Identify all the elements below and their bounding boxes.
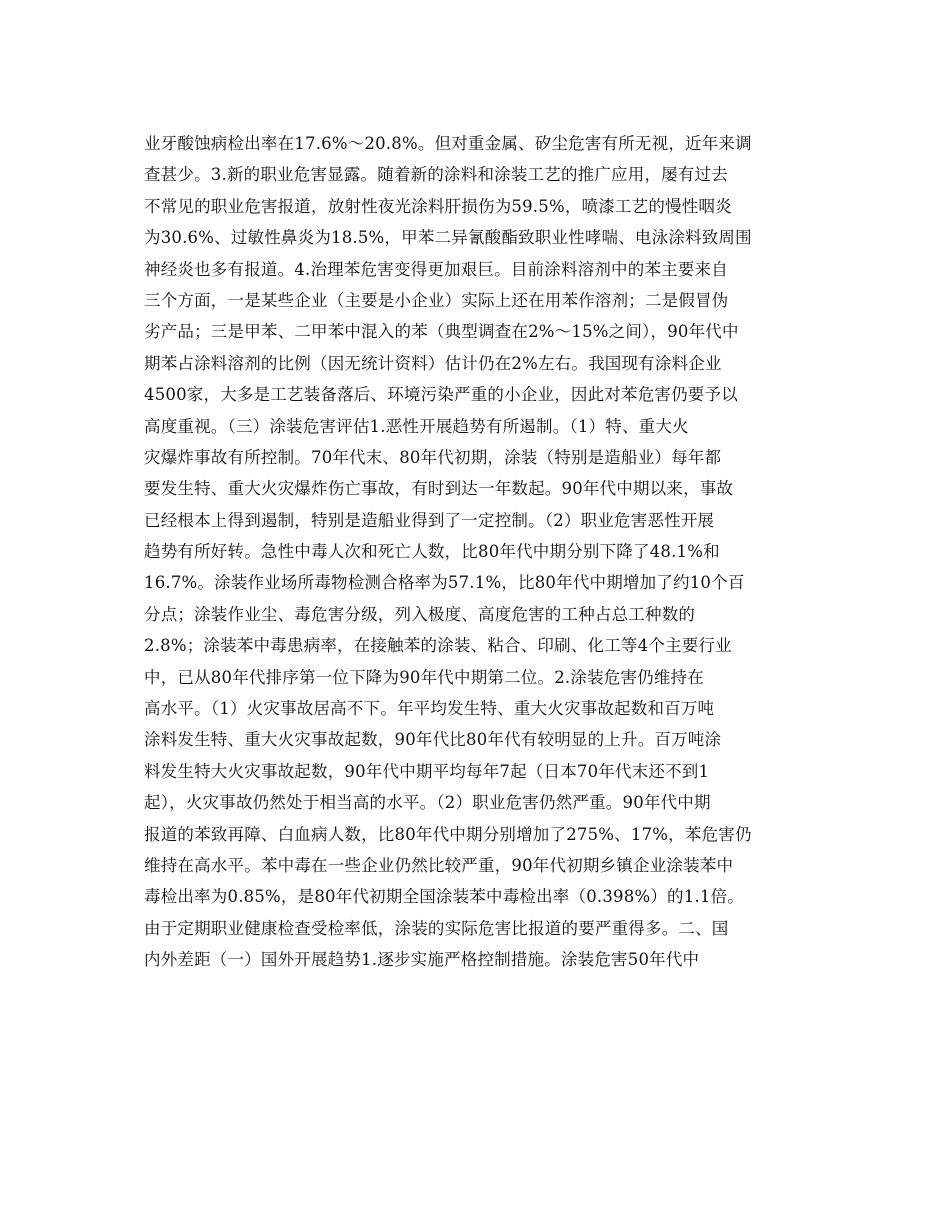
text-line: 不常见的职业危害报道，放射性夜光涂料肝损伤为59.5%，喷漆工艺的慢性咽炎 <box>144 196 732 216</box>
text-line: 维持在高水平。苯中毒在一些企业仍然比较严重，90年代初期乡镇企业涂装苯中 <box>144 855 734 875</box>
text-line: 料发生特大火灾事故起数，90年代中期平均每年7起（日本70年代末还不到1 <box>144 761 710 781</box>
text-line: 中，已从80年代排序第一位下降为90年代中期第二位。2.涂装危害仍维持在 <box>144 667 704 687</box>
text-line: 4500家，大多是工艺装备落后、环境污染严重的小企业，因此对苯危害仍要予以 <box>144 385 738 405</box>
text-line: 2.8%；涂装苯中毒患病率，在接触苯的涂装、粘合、印刷、化工等4个主要行业 <box>144 636 732 656</box>
text-line: 劣产品；三是甲苯、二甲苯中混入的苯（典型调查在2%～15%之间），90年代中 <box>144 322 739 342</box>
text-line: 分点；涂装作业尘、毒危害分级，列入极度、高度危害的工种占总工种数的 <box>144 604 696 624</box>
text-line: 起），火灾事故仍然处于相当高的水平。（2）职业危害仍然严重。90年代中期 <box>144 793 711 813</box>
text-line: 为30.6%、过敏性鼻炎为18.5%，甲苯二异氰酸酯致职业性哮喘、电泳涂料致周围 <box>144 228 752 248</box>
text-line: 灾爆炸事故有所控制。70年代末、80年代初期，涂装（特别是造船业）每年都 <box>144 447 722 467</box>
text-line: 16.7%。涂装作业场所毒物检测合格率为57.1%，比80年代中期增加了约10个百 <box>144 573 745 593</box>
text-line: 已经根本上得到遏制，特别是造船业得到了一定控制。（2）职业危害恶性开展 <box>144 510 715 530</box>
text-line: 内外差距（一）国外开展趋势1.逐步实施严格控制措施。涂装危害50年代中 <box>144 950 700 970</box>
text-line: 三个方面，一是某些企业（主要是小企业）实际上还在用苯作溶剂；二是假冒伪 <box>144 290 729 310</box>
text-line: 查甚少。3.新的职业危害显露。随着新的涂料和涂装工艺的推广应用，屡有过去 <box>144 165 728 185</box>
text-line: 高水平。（1）火灾事故居高不下。年平均发生特、重大火灾事故起数和百万吨 <box>144 699 715 719</box>
text-line: 要发生特、重大火灾爆炸伤亡事故，有时到达一年数起。90年代中期以来，事故 <box>144 479 734 499</box>
text-line: 趋势有所好转。急性中毒人次和死亡人数，比80年代中期分别下降了48.1%和 <box>144 542 720 562</box>
body-text <box>144 128 806 976</box>
text-line: 报道的苯致再障、白血病人数，比80年代中期分别增加了275%、17%，苯危害仍 <box>144 824 752 844</box>
text-line: 期苯占涂料溶剂的比例（因无统计资料）估计仍在2%左右。我国现有涂料企业 <box>144 353 722 373</box>
text-line: 涂料发生特、重大火灾事故起数，90年代比80年代有较明显的上升。百万吨涂 <box>144 730 722 750</box>
text-line: 由于定期职业健康检查受检率低，涂装的实际危害比报道的要严重得多。二、国 <box>144 918 729 938</box>
text-line: 高度重视。（三）涂装危害评估1.恶性开展趋势有所遏制。（1）特、重大火 <box>144 416 689 436</box>
text-line: 毒检出率为0.85%，是80年代初期全国涂装苯中毒检出率（0.398%）的1.1倍。 <box>144 887 744 907</box>
text-line: 业牙酸蚀病检出率在17.6%～20.8%。但对重金属、矽尘危害有所无视，近年来调 <box>144 134 752 153</box>
text-line: 神经炎也多有报道。4.治理苯危害变得更加艰巨。目前涂料溶剂中的苯主要来自 <box>144 259 728 279</box>
